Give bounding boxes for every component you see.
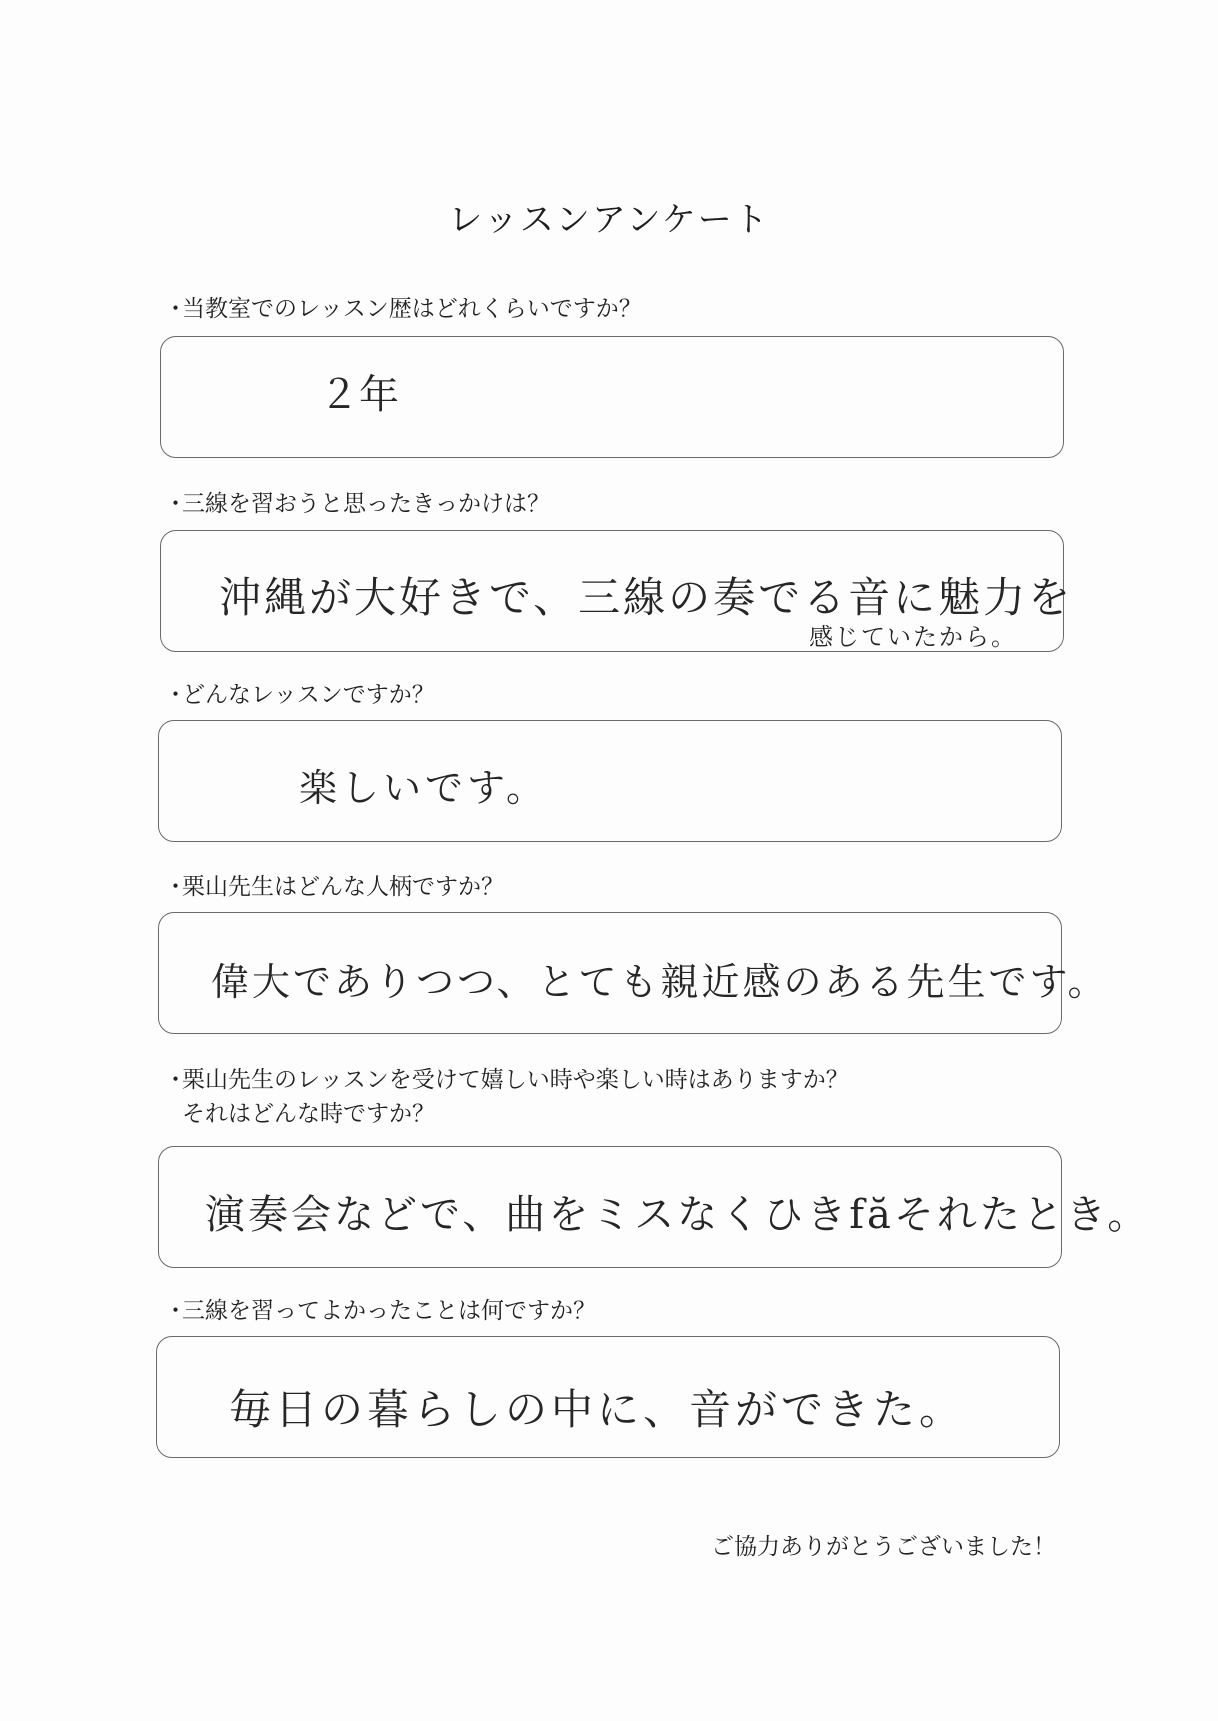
question-4 xyxy=(164,870,504,904)
answer-4-text: 偉大でありつつ、とても親近感のある先生です。 xyxy=(211,960,1109,1004)
bullet: ・ xyxy=(164,1067,187,1093)
question-1 xyxy=(164,292,642,326)
answer-6-text: 毎日の暮らしの中に、音ができた。 xyxy=(229,1385,966,1434)
answer-box-6 xyxy=(156,1336,1060,1458)
page-title: レッスンアンケート xyxy=(448,200,770,240)
answer-2-line2: 感じていたから。 xyxy=(809,623,1017,651)
question-5-text-line2: それはどんな時ですか？ xyxy=(182,1101,435,1127)
question-5-text-line1: 栗山先生のレッスンを受けて嬉しい時や楽しい時はありますか？ xyxy=(182,1067,849,1093)
answer-1-text: ２年 xyxy=(319,372,399,418)
question-2-text: 三線を習おうと思ったきっかけは？ xyxy=(182,491,550,517)
bullet: ・ xyxy=(164,874,187,900)
question-3 xyxy=(164,678,435,712)
bullet: ・ xyxy=(164,491,187,517)
answer-3-text: 楽しいです。 xyxy=(299,766,548,810)
question-4-text: 栗山先生はどんな人柄ですか？ xyxy=(182,874,504,900)
answer-box-4 xyxy=(158,912,1109,1034)
bullet: ・ xyxy=(164,682,187,708)
answer-box-1 xyxy=(160,336,1064,458)
answer-box-5 xyxy=(158,1146,1151,1268)
answer-box-2 xyxy=(160,530,1074,652)
answer-box-3 xyxy=(158,720,1062,842)
answer-5-text: 演奏会などで、曲をミスなくひきfăそれたとき。 xyxy=(205,1192,1151,1238)
question-6-text: 三線を習ってよかったことは何ですか？ xyxy=(182,1298,596,1324)
question-3-text: どんなレッスンですか？ xyxy=(182,682,435,708)
thank-you-note: ご協力ありがとうございました！ xyxy=(711,1534,1056,1560)
bullet: ・ xyxy=(164,296,187,322)
question-6 xyxy=(164,1294,596,1328)
question-2 xyxy=(164,487,550,521)
bullet: ・ xyxy=(164,1298,187,1324)
question-5 xyxy=(164,1063,849,1131)
question-1-text: 当教室でのレッスン歴はどれくらいですか？ xyxy=(182,296,642,322)
answer-2-line1: 沖縄が大好きで、三線の奏でる音に魅力を xyxy=(219,573,1074,622)
